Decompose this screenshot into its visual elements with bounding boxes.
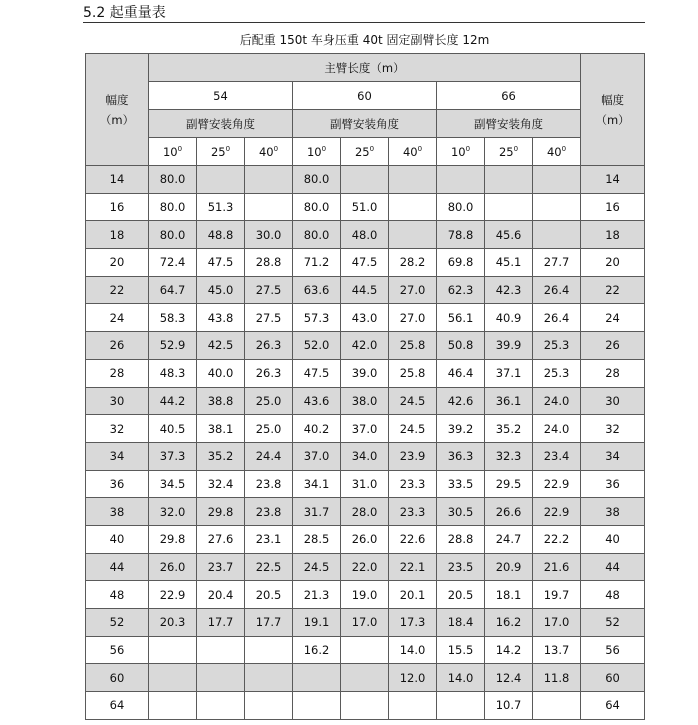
angle-value: 40 [258, 144, 274, 159]
capacity-cell: 46.4 [437, 359, 485, 387]
radius-cell: 34 [581, 442, 645, 470]
capacity-cell: 45.0 [197, 276, 245, 304]
table-caption: 后配重 150t 车身压重 40t 固定副臂长度 12m [239, 33, 490, 47]
capacity-cell: 19.7 [533, 581, 581, 609]
capacity-cell: 43.6 [293, 387, 341, 415]
radius-cell: 22 [581, 276, 645, 304]
radius-cell: 22 [86, 276, 149, 304]
capacity-cell: 34.0 [341, 442, 389, 470]
capacity-cell: 18.1 [485, 581, 533, 609]
capacity-cell: 64.7 [149, 276, 197, 304]
capacity-cell: 28.2 [389, 249, 437, 277]
radius-cell: 20 [86, 249, 149, 277]
capacity-cell: 24.0 [533, 415, 581, 443]
capacity-cell: 30.0 [245, 221, 293, 249]
capacity-cell: 51.3 [197, 193, 245, 221]
capacity-cell: 23.8 [245, 498, 293, 526]
capacity-cell: 78.8 [437, 221, 485, 249]
jib-angle-header: 副臂安装角度 [149, 110, 293, 138]
radius-cell: 38 [581, 498, 645, 526]
table-row [86, 581, 645, 609]
degree-mark: 0 [369, 144, 375, 153]
capacity-cell: 19.1 [293, 609, 341, 637]
capacity-cell: 40.0 [197, 359, 245, 387]
degree-mark: 0 [417, 144, 423, 153]
capacity-cell: 16.2 [293, 636, 341, 664]
capacity-cell: 20.3 [149, 609, 197, 637]
table-row [86, 498, 645, 526]
capacity-cell: 20.9 [485, 553, 533, 581]
capacity-cell: 24.5 [389, 415, 437, 443]
angle-value: 25 [354, 144, 370, 159]
capacity-cell [149, 636, 197, 664]
capacity-cell [389, 221, 437, 249]
radius-cell: 24 [86, 304, 149, 332]
jib-angle-cell [149, 138, 197, 166]
capacity-cell: 23.7 [197, 553, 245, 581]
capacity-cell: 40.2 [293, 415, 341, 443]
capacity-cell: 27.5 [245, 304, 293, 332]
capacity-cell [197, 166, 245, 194]
radius-cell: 56 [581, 636, 645, 664]
radius-cell: 24 [581, 304, 645, 332]
jib-angle-cell [197, 138, 245, 166]
capacity-cell [197, 664, 245, 692]
capacity-cell: 28.5 [293, 525, 341, 553]
capacity-cell: 38.0 [341, 387, 389, 415]
capacity-cell: 80.0 [149, 166, 197, 194]
capacity-cell: 26.6 [485, 498, 533, 526]
radius-cell: 64 [86, 692, 149, 720]
capacity-cell: 47.5 [341, 249, 389, 277]
degree-mark: 0 [177, 144, 183, 153]
capacity-cell: 51.0 [341, 193, 389, 221]
capacity-cell: 28.8 [245, 249, 293, 277]
capacity-cell: 16.2 [485, 609, 533, 637]
radius-header-right [581, 54, 645, 166]
table-row [86, 553, 645, 581]
main-boom-header: 主臂长度（m） [149, 54, 581, 82]
capacity-cell: 22.9 [533, 470, 581, 498]
angle-value: 10 [306, 144, 322, 159]
table-row [86, 304, 645, 332]
capacity-cell: 25.0 [245, 415, 293, 443]
radius-cell: 30 [581, 387, 645, 415]
capacity-cell: 26.0 [149, 553, 197, 581]
radius-cell: 40 [86, 525, 149, 553]
capacity-cell: 42.0 [341, 332, 389, 360]
capacity-cell: 47.5 [293, 359, 341, 387]
capacity-cell: 40.5 [149, 415, 197, 443]
capacity-cell [149, 664, 197, 692]
table-row [86, 664, 645, 692]
capacity-cell [389, 692, 437, 720]
capacity-cell: 24.0 [533, 387, 581, 415]
capacity-cell [533, 166, 581, 194]
radius-cell: 56 [86, 636, 149, 664]
capacity-cell [341, 636, 389, 664]
capacity-cell: 31.0 [341, 470, 389, 498]
capacity-cell: 17.7 [197, 609, 245, 637]
capacity-cell [197, 636, 245, 664]
radius-cell: 36 [581, 470, 645, 498]
angle-value: 40 [546, 144, 562, 159]
capacity-cell: 62.3 [437, 276, 485, 304]
radius-unit: （m） [99, 112, 135, 127]
capacity-cell: 48.0 [341, 221, 389, 249]
capacity-cell: 33.5 [437, 470, 485, 498]
capacity-cell: 35.2 [197, 442, 245, 470]
capacity-cell: 45.1 [485, 249, 533, 277]
radius-cell: 26 [86, 332, 149, 360]
capacity-cell: 27.6 [197, 525, 245, 553]
capacity-cell: 32.0 [149, 498, 197, 526]
capacity-cell: 23.8 [245, 470, 293, 498]
radius-cell: 30 [86, 387, 149, 415]
capacity-cell: 27.0 [389, 276, 437, 304]
capacity-cell: 80.0 [149, 193, 197, 221]
radius-cell: 32 [581, 415, 645, 443]
degree-mark: 0 [225, 144, 231, 153]
capacity-cell: 42.5 [197, 332, 245, 360]
capacity-cell: 18.4 [437, 609, 485, 637]
capacity-cell: 31.7 [293, 498, 341, 526]
capacity-cell [389, 193, 437, 221]
capacity-cell: 36.3 [437, 442, 485, 470]
jib-angle-cell [533, 138, 581, 166]
capacity-cell: 80.0 [437, 193, 485, 221]
capacity-cell: 42.3 [485, 276, 533, 304]
angle-value: 25 [498, 144, 514, 159]
capacity-cell: 32.3 [485, 442, 533, 470]
radius-cell: 26 [581, 332, 645, 360]
table-row [86, 692, 645, 720]
capacity-cell: 47.5 [197, 249, 245, 277]
radius-label: 幅度 [601, 92, 625, 107]
capacity-cell: 29.8 [149, 525, 197, 553]
capacity-cell [533, 221, 581, 249]
capacity-cell: 48.3 [149, 359, 197, 387]
capacity-cell: 27.5 [245, 276, 293, 304]
capacity-cell: 34.1 [293, 470, 341, 498]
radius-cell: 16 [581, 193, 645, 221]
capacity-cell: 43.8 [197, 304, 245, 332]
capacity-cell: 22.0 [341, 553, 389, 581]
capacity-cell [437, 166, 485, 194]
capacity-cell: 23.5 [437, 553, 485, 581]
jib-angle-header: 副臂安装角度 [293, 110, 437, 138]
capacity-cell: 36.1 [485, 387, 533, 415]
capacity-cell: 39.0 [341, 359, 389, 387]
capacity-cell: 63.6 [293, 276, 341, 304]
capacity-cell: 52.9 [149, 332, 197, 360]
jib-angle-cell [389, 138, 437, 166]
jib-angle-cell [245, 138, 293, 166]
table-row [86, 442, 645, 470]
capacity-cell: 25.0 [245, 387, 293, 415]
capacity-cell: 26.3 [245, 359, 293, 387]
capacity-cell: 38.1 [197, 415, 245, 443]
capacity-cell: 19.0 [341, 581, 389, 609]
radius-unit: （m） [595, 112, 630, 127]
radius-cell: 32 [86, 415, 149, 443]
capacity-cell: 25.8 [389, 332, 437, 360]
degree-mark: 0 [273, 144, 279, 153]
capacity-cell: 17.7 [245, 609, 293, 637]
capacity-cell: 10.7 [485, 692, 533, 720]
capacity-cell [533, 692, 581, 720]
capacity-cell: 24.5 [293, 553, 341, 581]
capacity-cell: 11.8 [533, 664, 581, 692]
capacity-cell [245, 636, 293, 664]
table-row [86, 415, 645, 443]
capacity-cell: 80.0 [293, 166, 341, 194]
capacity-cell: 26.0 [341, 525, 389, 553]
radius-header-left [86, 54, 149, 166]
capacity-cell: 23.3 [389, 498, 437, 526]
capacity-cell: 20.4 [197, 581, 245, 609]
capacity-cell: 39.2 [437, 415, 485, 443]
radius-cell: 38 [86, 498, 149, 526]
radius-cell: 20 [581, 249, 645, 277]
table-row [86, 276, 645, 304]
table-row [86, 525, 645, 553]
capacity-cell: 20.1 [389, 581, 437, 609]
capacity-cell [293, 692, 341, 720]
capacity-cell: 56.1 [437, 304, 485, 332]
angle-value: 10 [162, 144, 178, 159]
radius-cell: 34 [86, 442, 149, 470]
radius-cell: 16 [86, 193, 149, 221]
jib-angle-cell [341, 138, 389, 166]
capacity-cell: 24.5 [389, 387, 437, 415]
radius-cell: 60 [581, 664, 645, 692]
capacity-cell: 22.2 [533, 525, 581, 553]
capacity-cell: 23.3 [389, 470, 437, 498]
capacity-cell: 45.6 [485, 221, 533, 249]
radius-cell: 52 [86, 609, 149, 637]
jib-angle-cell [293, 138, 341, 166]
capacity-cell: 22.9 [149, 581, 197, 609]
capacity-cell: 22.9 [533, 498, 581, 526]
capacity-cell: 21.3 [293, 581, 341, 609]
boom-length-header: 54 [149, 82, 293, 110]
table-row [86, 166, 645, 194]
table-row [86, 332, 645, 360]
capacity-cell: 28.0 [341, 498, 389, 526]
radius-cell: 18 [86, 221, 149, 249]
jib-angle-cell [485, 138, 533, 166]
table-row [86, 387, 645, 415]
table-row [86, 193, 645, 221]
capacity-cell: 37.0 [341, 415, 389, 443]
radius-label: 幅度 [105, 92, 129, 107]
capacity-cell: 43.0 [341, 304, 389, 332]
angle-value: 10 [450, 144, 466, 159]
capacity-cell: 26.4 [533, 304, 581, 332]
capacity-cell: 44.2 [149, 387, 197, 415]
degree-mark: 0 [465, 144, 471, 153]
capacity-cell: 22.5 [245, 553, 293, 581]
capacity-cell: 39.9 [485, 332, 533, 360]
capacity-cell: 17.0 [341, 609, 389, 637]
radius-cell: 28 [86, 359, 149, 387]
capacity-cell: 42.6 [437, 387, 485, 415]
capacity-cell [341, 166, 389, 194]
capacity-cell: 37.0 [293, 442, 341, 470]
radius-cell: 52 [581, 609, 645, 637]
table-row [86, 359, 645, 387]
capacity-cell: 24.4 [245, 442, 293, 470]
capacity-cell [389, 166, 437, 194]
radius-cell: 14 [581, 166, 645, 194]
table-row [86, 221, 645, 249]
radius-cell: 40 [581, 525, 645, 553]
radius-cell: 44 [86, 553, 149, 581]
radius-cell: 60 [86, 664, 149, 692]
capacity-cell: 28.8 [437, 525, 485, 553]
capacity-cell: 17.3 [389, 609, 437, 637]
radius-cell: 48 [581, 581, 645, 609]
angle-value: 25 [210, 144, 226, 159]
capacity-cell [485, 166, 533, 194]
capacity-cell: 22.6 [389, 525, 437, 553]
capacity-cell [245, 664, 293, 692]
radius-cell: 64 [581, 692, 645, 720]
radius-cell: 48 [86, 581, 149, 609]
capacity-cell: 13.7 [533, 636, 581, 664]
jib-angle-cell [437, 138, 485, 166]
capacity-cell: 14.2 [485, 636, 533, 664]
capacity-cell: 32.4 [197, 470, 245, 498]
capacity-cell: 48.8 [197, 221, 245, 249]
capacity-cell: 26.4 [533, 276, 581, 304]
degree-mark: 0 [513, 144, 519, 153]
capacity-cell: 12.0 [389, 664, 437, 692]
table-row [86, 470, 645, 498]
capacity-cell [197, 692, 245, 720]
capacity-cell: 30.5 [437, 498, 485, 526]
capacity-cell: 34.5 [149, 470, 197, 498]
boom-length-header: 60 [293, 82, 437, 110]
capacity-cell: 25.8 [389, 359, 437, 387]
capacity-cell [341, 664, 389, 692]
degree-mark: 0 [321, 144, 327, 153]
capacity-cell: 80.0 [149, 221, 197, 249]
capacity-cell: 29.5 [485, 470, 533, 498]
radius-cell: 36 [86, 470, 149, 498]
table-row [86, 636, 645, 664]
capacity-cell [245, 692, 293, 720]
radius-cell: 18 [581, 221, 645, 249]
capacity-cell: 24.7 [485, 525, 533, 553]
radius-cell: 28 [581, 359, 645, 387]
capacity-cell: 23.9 [389, 442, 437, 470]
capacity-cell: 23.1 [245, 525, 293, 553]
radius-cell: 44 [581, 553, 645, 581]
capacity-cell: 26.3 [245, 332, 293, 360]
degree-mark: 0 [561, 144, 567, 153]
load-chart-table [85, 53, 645, 720]
table-row [86, 609, 645, 637]
capacity-cell: 80.0 [293, 221, 341, 249]
capacity-cell: 17.0 [533, 609, 581, 637]
capacity-cell: 20.5 [245, 581, 293, 609]
capacity-cell [293, 664, 341, 692]
capacity-cell: 57.3 [293, 304, 341, 332]
capacity-cell: 27.7 [533, 249, 581, 277]
capacity-cell: 71.2 [293, 249, 341, 277]
capacity-cell: 21.6 [533, 553, 581, 581]
capacity-cell [245, 193, 293, 221]
capacity-cell [341, 692, 389, 720]
capacity-cell: 22.1 [389, 553, 437, 581]
capacity-cell: 58.3 [149, 304, 197, 332]
capacity-cell [149, 692, 197, 720]
capacity-cell: 50.8 [437, 332, 485, 360]
capacity-cell: 25.3 [533, 359, 581, 387]
capacity-cell [485, 193, 533, 221]
capacity-cell: 37.3 [149, 442, 197, 470]
capacity-cell: 52.0 [293, 332, 341, 360]
capacity-cell: 80.0 [293, 193, 341, 221]
capacity-cell: 35.2 [485, 415, 533, 443]
capacity-cell: 40.9 [485, 304, 533, 332]
capacity-cell: 25.3 [533, 332, 581, 360]
capacity-cell: 69.8 [437, 249, 485, 277]
capacity-cell: 29.8 [197, 498, 245, 526]
capacity-cell [533, 193, 581, 221]
capacity-cell: 72.4 [149, 249, 197, 277]
angle-value: 40 [402, 144, 418, 159]
capacity-cell: 12.4 [485, 664, 533, 692]
capacity-cell: 14.0 [437, 664, 485, 692]
title-rule [83, 22, 645, 23]
capacity-cell: 14.0 [389, 636, 437, 664]
capacity-cell: 15.5 [437, 636, 485, 664]
capacity-cell: 44.5 [341, 276, 389, 304]
capacity-cell: 27.0 [389, 304, 437, 332]
capacity-cell: 23.4 [533, 442, 581, 470]
section-title: 5.2 起重量表 [83, 5, 166, 21]
radius-cell: 14 [86, 166, 149, 194]
capacity-cell: 20.5 [437, 581, 485, 609]
capacity-cell [437, 692, 485, 720]
capacity-cell: 37.1 [485, 359, 533, 387]
table-row [86, 249, 645, 277]
capacity-cell: 38.8 [197, 387, 245, 415]
boom-length-header: 66 [437, 82, 581, 110]
jib-angle-header: 副臂安装角度 [437, 110, 581, 138]
capacity-cell [245, 166, 293, 194]
